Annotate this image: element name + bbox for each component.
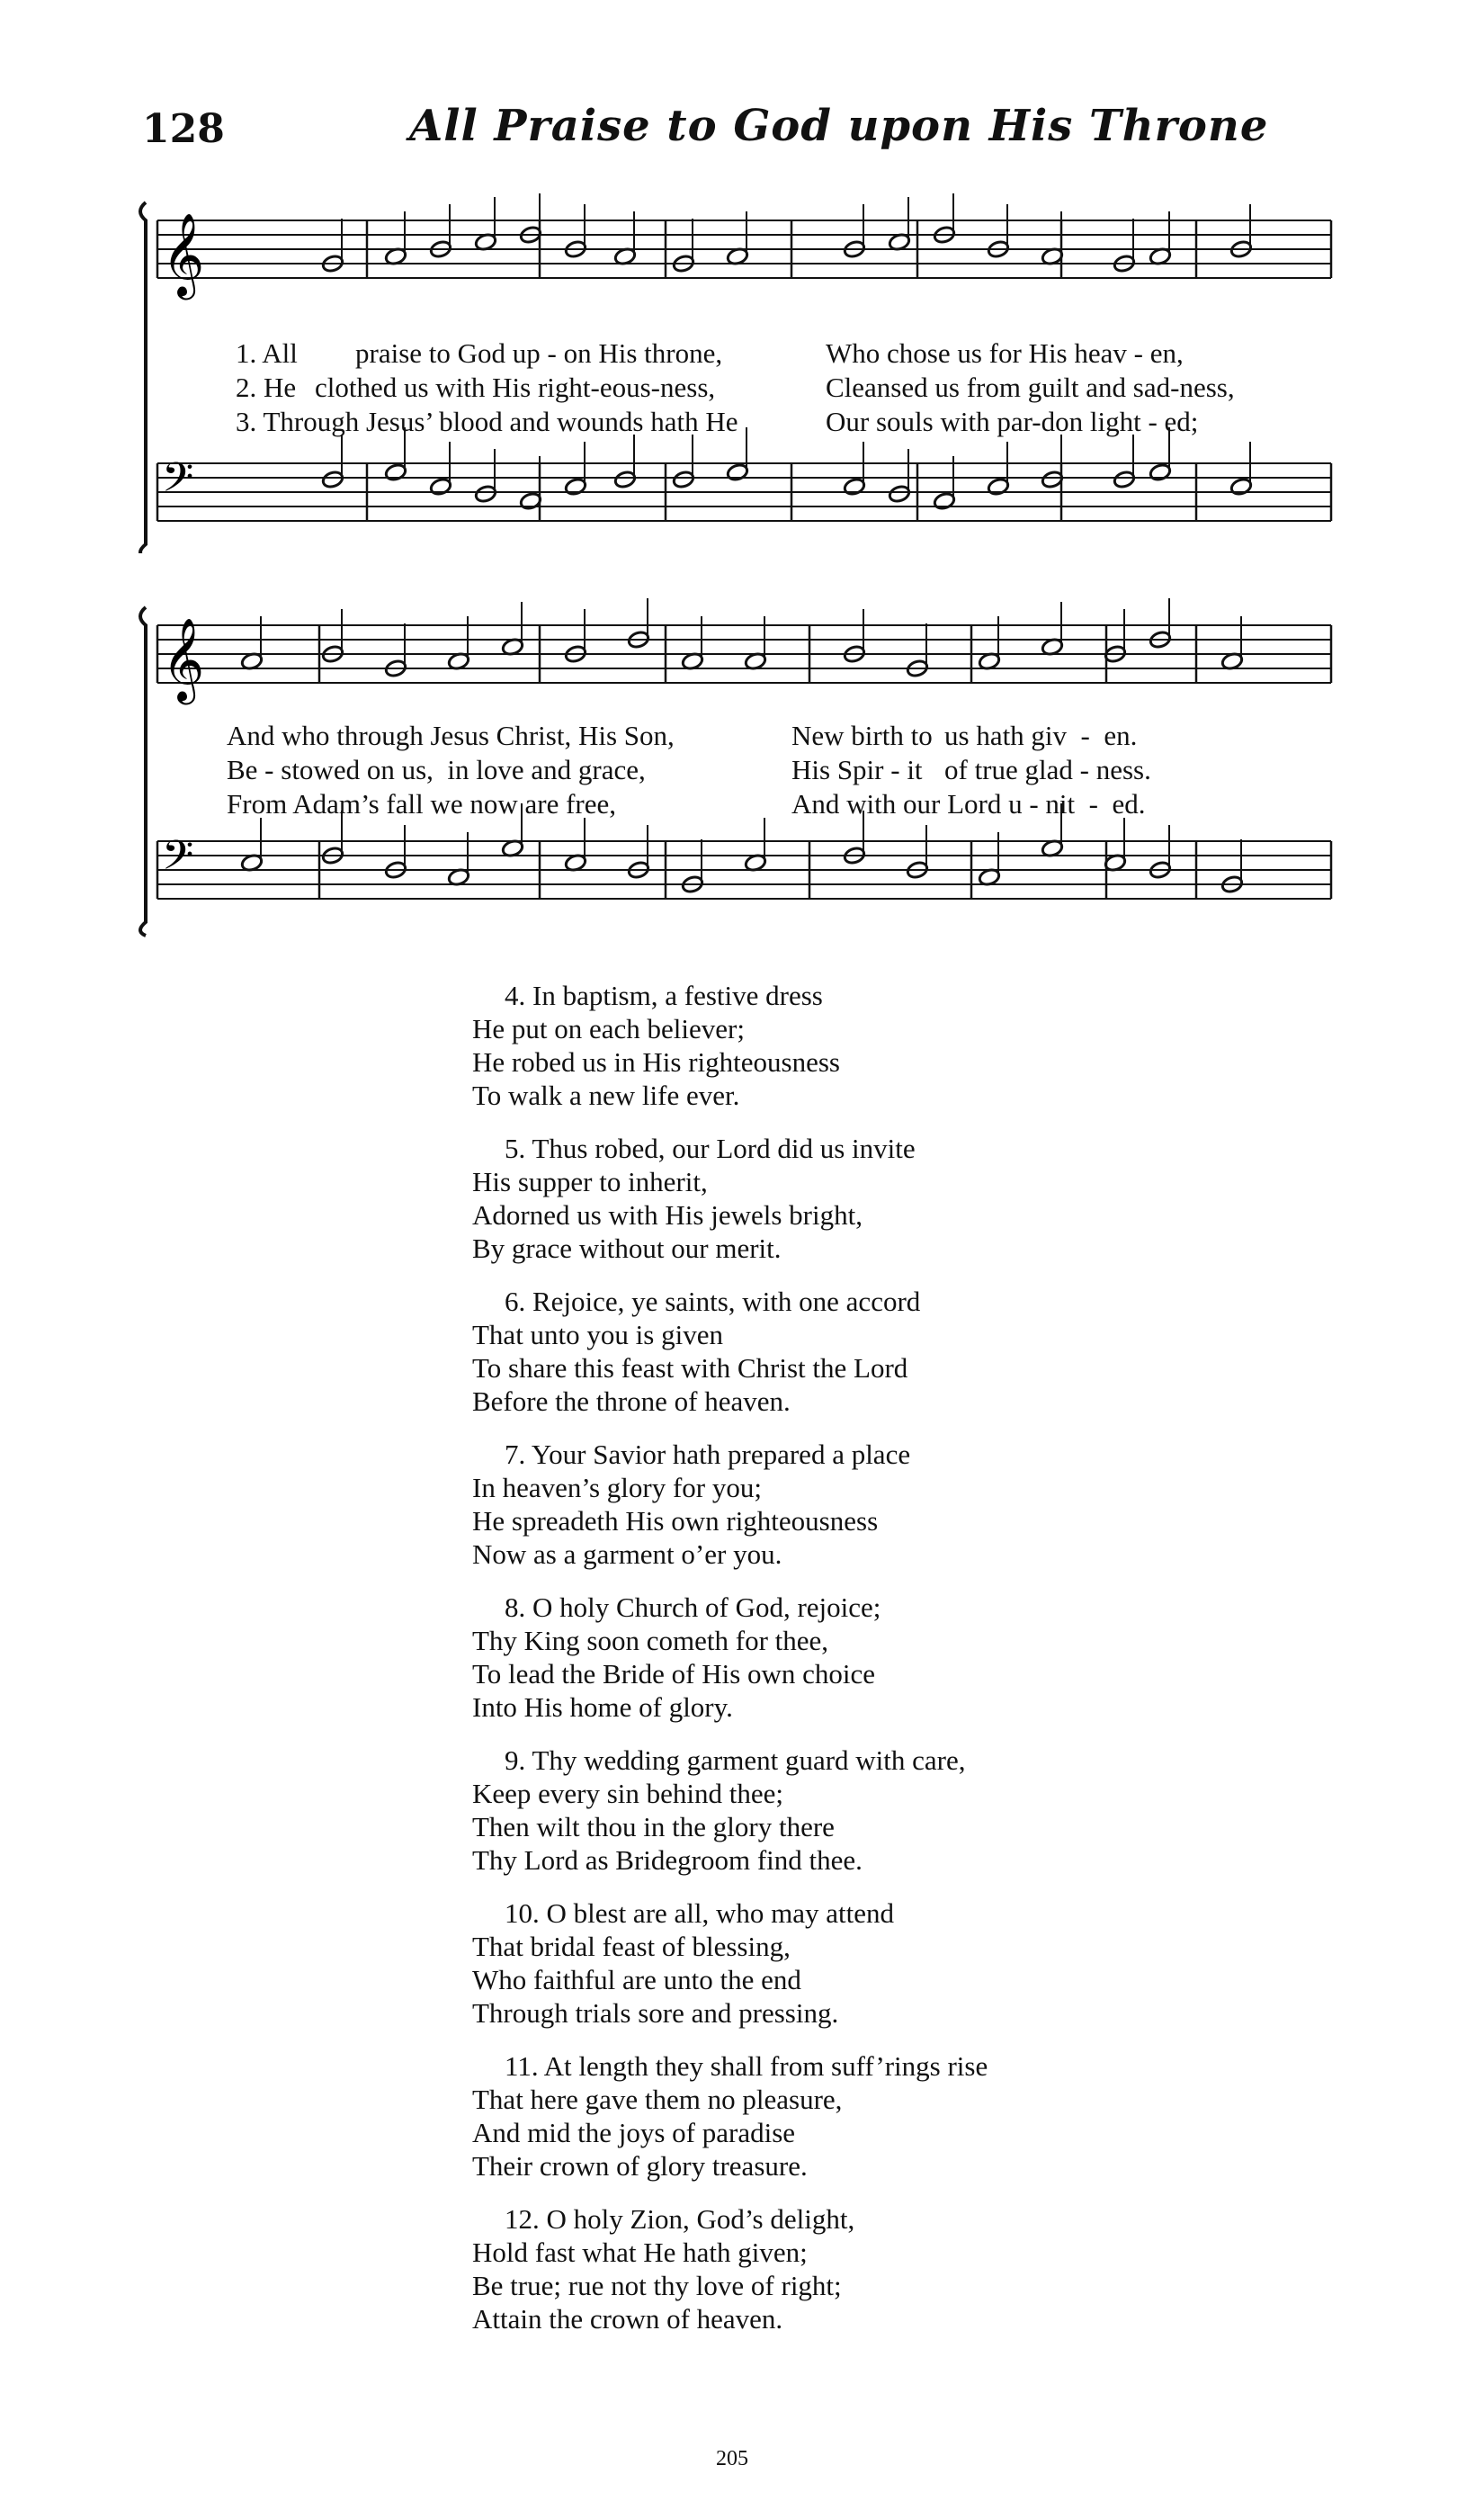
verse-line: 11. At length they shall from suff’rings rise <box>505 2050 988 2082</box>
lyric-s2-v2-p3: of true glad - ness. <box>944 754 1151 785</box>
verse-line: Before the throne of heaven. <box>472 1385 791 1417</box>
lyric-v3-p2: Our souls with par-don light - ed; <box>826 406 1199 437</box>
verse-line: And mid the joys of paradise <box>472 2117 796 2148</box>
verse-11 <box>472 2049 1192 2183</box>
verse-line: To walk a new life ever. <box>472 1080 740 1111</box>
verse-9 <box>472 1744 1192 1877</box>
treble-clef-icon: 𝄞 <box>162 617 205 701</box>
brace <box>140 607 146 936</box>
lyric-v3-p1: 3. Through Jesus’ blood and wounds hath He <box>236 406 738 437</box>
lyric-s2-v2-p1: Be - stowed on us, in love and grace, <box>227 754 646 785</box>
verse-line: 10. O blest are all, who may attend <box>505 1897 895 1929</box>
verse-line: Attain the crown of heaven. <box>472 2303 783 2335</box>
verse-line: To share this feast with Christ the Lord <box>472 1352 908 1384</box>
verse-line: Their crown of glory treasure. <box>472 2150 808 2182</box>
verse-4 <box>472 979 1192 1112</box>
verse-line: That here gave them no pleasure, <box>472 2084 843 2115</box>
lyric-v2-p2: clothed us with His right-eous-ness, <box>315 372 716 403</box>
verse-8 <box>472 1591 1192 1724</box>
verse-7 <box>472 1438 1192 1571</box>
lyric-s2-v1-p3: us hath giv - en. <box>944 720 1138 751</box>
verse-line: 6. Rejoice, ye saints, with one accord <box>505 1286 921 1317</box>
verse-line: 7. Your Savior hath prepared a place <box>505 1439 911 1470</box>
hymn-number: 128 <box>142 106 225 152</box>
verse-line: 12. O holy Zion, God’s delight, <box>505 2203 855 2235</box>
verse-line: Adorned us with His jewels bright, <box>472 1199 863 1231</box>
lyric-v1-p1: 1. All <box>236 337 298 369</box>
hymn-title: All Praise to God upon His Throne <box>409 101 1269 151</box>
verse-line: His supper to inherit, <box>472 1166 708 1197</box>
verse-line: Hold fast what He hath given; <box>472 2237 808 2268</box>
verse-line: Keep every sin behind thee; <box>472 1778 784 1809</box>
verse-line: Now as a garment o’er you. <box>472 1538 782 1570</box>
brace <box>140 202 146 553</box>
verse-line: Thy King soon cometh for thee, <box>472 1625 829 1656</box>
verse-line: That bridal feast of blessing, <box>472 1931 791 1962</box>
lyric-s2-v2-p2: His Spir - it <box>791 754 923 785</box>
verse-line: 5. Thus robed, our Lord did us invite <box>505 1133 916 1164</box>
bass-clef-icon: 𝄢 <box>162 453 194 511</box>
verse-line: He put on each believer; <box>472 1013 745 1044</box>
verse-5 <box>472 1132 1192 1265</box>
verse-line: Thy Lord as Bridegroom find thee. <box>472 1844 863 1876</box>
verse-line: To lead the Bride of His own choice <box>472 1658 876 1690</box>
verse-line: That unto you is given <box>472 1319 723 1350</box>
lyric-v1-p2: praise to God up - on His throne, <box>355 337 723 369</box>
verse-10 <box>472 1896 1192 2030</box>
lyric-v2-p1: 2. He <box>236 372 297 403</box>
verse-line: By grace without our merit. <box>472 1233 782 1264</box>
verse-12 <box>472 2202 1192 2335</box>
lyric-s2-v1-p1: And who through Jesus Christ, His Son, <box>227 720 675 751</box>
verse-line: 4. In baptism, a festive dress <box>505 980 823 1011</box>
lyric-s2-v1-p2: New birth to <box>791 720 933 751</box>
verse-line: He robed us in His righteousness <box>472 1046 840 1078</box>
verse-line: 8. O holy Church of God, rejoice; <box>505 1591 881 1623</box>
bass-clef-icon: 𝄢 <box>162 831 194 889</box>
lyric-s2-v3-p2: And with our Lord u - nit - ed. <box>791 788 1146 820</box>
lyric-v1-p3: Who chose us for His heav - en, <box>826 337 1184 369</box>
verse-line: In heaven’s glory for you; <box>472 1472 762 1503</box>
treble-clef-icon: 𝄞 <box>162 212 205 296</box>
music-system-2 <box>135 598 1349 949</box>
verse-line: Be true; rue not thy love of right; <box>472 2270 842 2301</box>
lyric-v2-p3: Cleansed us from guilt and sad-ness, <box>826 372 1235 403</box>
additional-verses <box>472 979 1192 2355</box>
lyric-s2-v3-p1: From Adam’s fall we now are free, <box>227 788 617 820</box>
verse-line: Who faithful are unto the end <box>472 1964 801 1995</box>
verse-line: Then wilt thou in the glory there <box>472 1811 835 1842</box>
verse-line: Into His home of glory. <box>472 1691 733 1723</box>
verse-line: 9. Thy wedding garment guard with care, <box>505 1744 966 1776</box>
verse-line: Through trials sore and pressing. <box>472 1997 839 2029</box>
music-system-1 <box>135 193 1349 553</box>
verse-line: He spreadeth His own righteousness <box>472 1505 879 1537</box>
verse-6 <box>472 1285 1192 1418</box>
page-number: 205 <box>716 2447 748 2470</box>
